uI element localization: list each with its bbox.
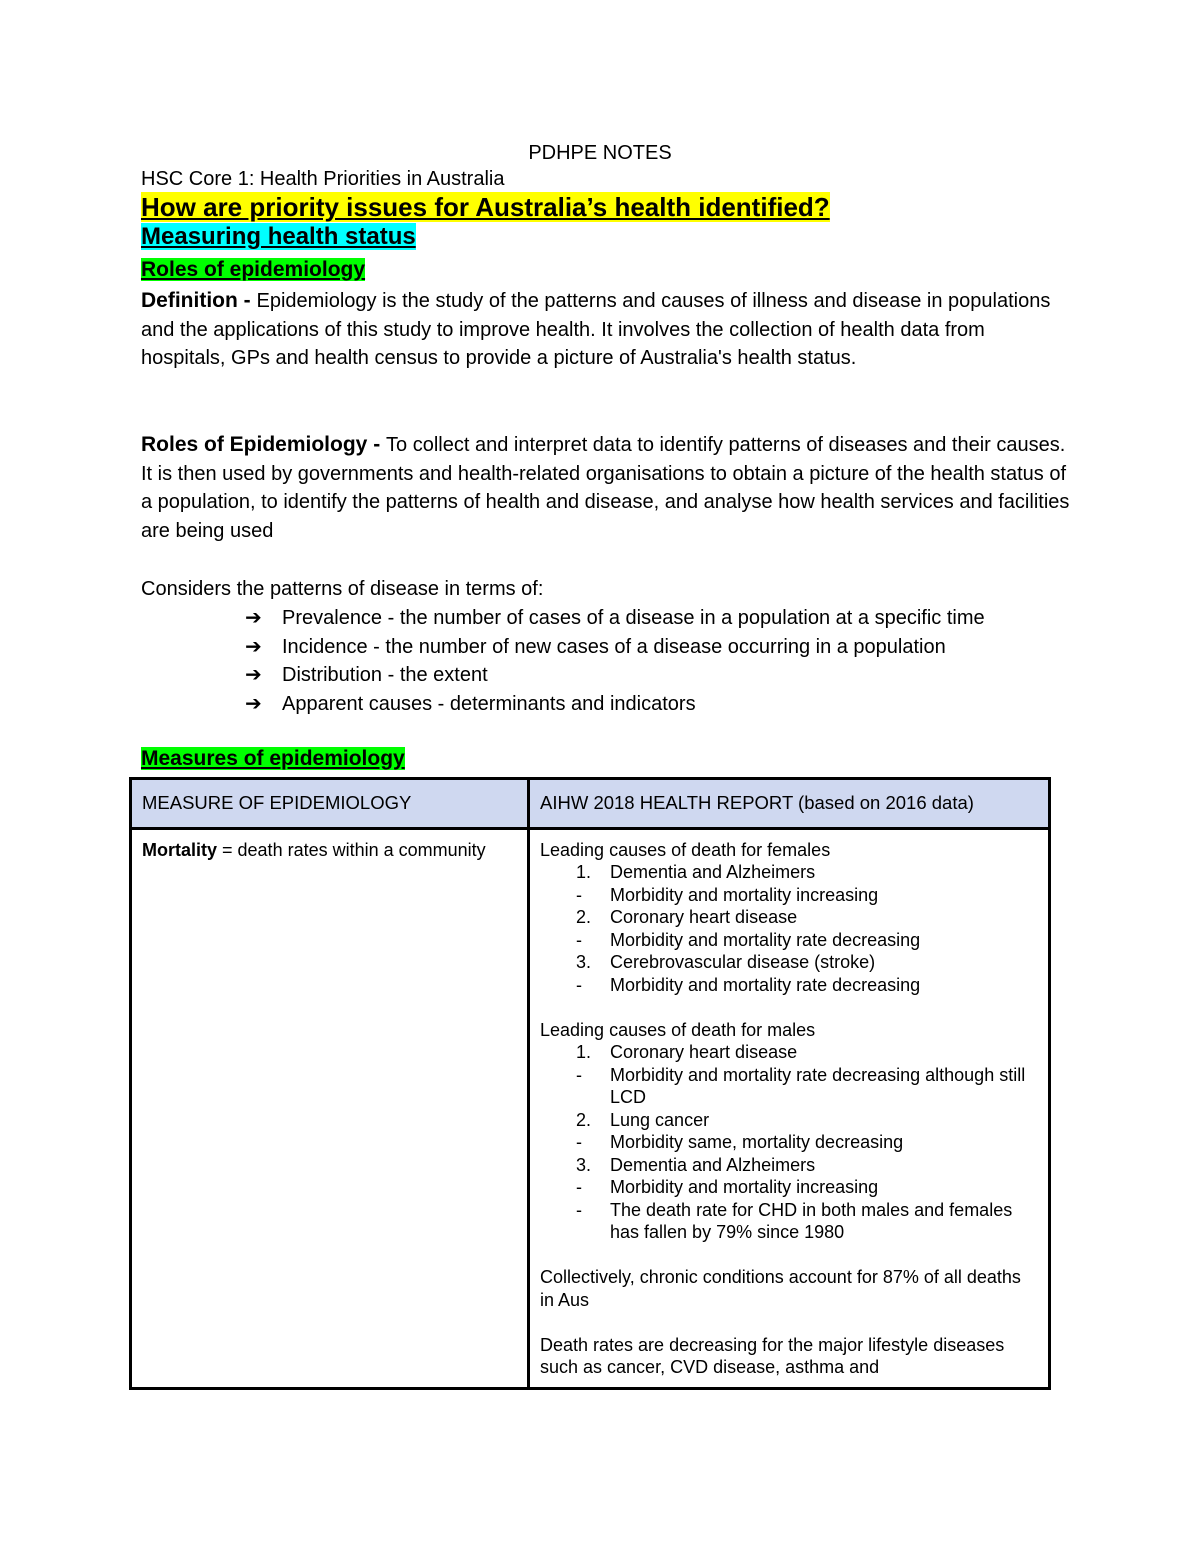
list-marker: - <box>576 1132 582 1152</box>
roles-label: Roles of Epidemiology - <box>141 433 387 456</box>
list-item-text: Prevalence - the number of cases of a disease in a population at a specific time <box>282 607 985 629</box>
definition-paragraph <box>141 287 1071 373</box>
arrow-icon: ➔ <box>245 664 262 687</box>
heading-roles-epidemiology <box>141 257 365 283</box>
list-item-text: Morbidity and mortality increasing <box>610 1177 879 1197</box>
list-item-text: Cerebrovascular disease (stroke) <box>610 952 876 972</box>
list-item <box>540 1109 1038 1132</box>
list-item <box>245 661 985 690</box>
list-item-text: The death rate for CHD in both males and females has fallen by 79% since 1980 <box>610 1199 1013 1242</box>
males-causes-list <box>540 1041 1038 1244</box>
header-cell-measure: MEASURE OF EPIDEMIOLOGY <box>131 779 529 829</box>
list-item-text: Coronary heart disease <box>610 1042 798 1062</box>
list-item <box>540 1154 1038 1177</box>
list-item-text: Morbidity and mortality rate decreasing <box>610 929 921 950</box>
list-item <box>540 906 1038 929</box>
list-marker: - <box>576 929 582 950</box>
females-causes-list <box>540 861 1038 996</box>
list-item-text: Morbidity same, mortality decreasing <box>610 1132 904 1152</box>
heading-roles-epidemiology-text: Roles of epidemiology <box>141 258 366 281</box>
list-marker: 2. <box>576 1109 592 1130</box>
spacer <box>540 1311 1038 1334</box>
definition-label: Definition - <box>141 289 257 312</box>
list-item <box>540 951 1038 974</box>
list-item <box>245 690 985 719</box>
heading-priority-issues-text: How are priority issues for Australia’s health identified? <box>141 192 830 222</box>
list-marker: - <box>576 974 582 995</box>
heading-measures-epidemiology <box>141 746 405 772</box>
heading-priority-issues <box>141 192 830 222</box>
report-cell <box>529 828 1050 1388</box>
list-item-text: Morbidity and mortality rate decreasing although still LCD <box>610 1064 1026 1107</box>
header-cell-report: AIHW 2018 HEALTH REPORT (based on 2016 data) <box>529 779 1050 829</box>
list-item <box>540 1176 1038 1199</box>
list-item <box>245 604 985 633</box>
females-heading: Leading causes of death for females <box>540 839 831 860</box>
list-marker: - <box>576 1177 582 1197</box>
spacer <box>540 1244 1038 1267</box>
heading-measuring-health <box>141 223 416 251</box>
list-item <box>540 1064 1038 1109</box>
disease-patterns-list <box>245 604 985 719</box>
roles-text: To collect and interpret data to identify patterns of diseases and their causes. It is then used by governments and health-related organisations to obtain a picture of the health status of a population, to identify the patterns of health and disease, and analyse how health services and facilities are being used <box>141 434 1070 543</box>
mortality-definition: = death rates within a community <box>217 839 486 860</box>
roles-paragraph <box>141 431 1071 546</box>
heading-measuring-health-text: Measuring health status <box>141 223 416 250</box>
epidemiology-table <box>129 777 1051 1390</box>
list-marker: 1. <box>576 1042 592 1062</box>
mortality-cell <box>131 828 529 1388</box>
list-marker: - <box>576 1064 582 1085</box>
list-item <box>540 861 1038 884</box>
list-item <box>540 1041 1038 1064</box>
list-item <box>540 1131 1038 1154</box>
list-item <box>540 884 1038 907</box>
list-marker: 3. <box>576 1154 592 1175</box>
death-rates-text: Death rates are decreasing for the major lifestyle diseases such as cancer, CVD disease, asthma and <box>540 1334 1005 1377</box>
males-heading: Leading causes of death for males <box>540 1019 816 1040</box>
definition-text: Epidemiology is the study of the patterns and causes of illness and disease in populations and the applications of this study to improve health. It involves the collection of health data from hospitals, GPs and health census to provide a picture of Australia's health status. <box>141 290 1051 370</box>
list-item <box>540 974 1038 997</box>
list-item-text: Morbidity and mortality increasing <box>610 884 879 905</box>
list-item-text: Dementia and Alzheimers <box>610 862 816 882</box>
list-marker: 1. <box>576 862 592 882</box>
arrow-icon: ➔ <box>245 635 262 658</box>
list-item-text: Incidence - the number of new cases of a disease occurring in a population <box>282 635 946 658</box>
table-row <box>131 828 1050 1388</box>
list-marker: - <box>576 1199 582 1220</box>
list-item-text: Morbidity and mortality rate decreasing <box>610 974 921 995</box>
list-item-text: Dementia and Alzheimers <box>610 1154 816 1175</box>
list-marker: 2. <box>576 907 592 927</box>
list-item <box>540 1199 1038 1244</box>
chronic-conditions-text: Collectively, chronic conditions account for 87% of all deaths in Aus <box>540 1267 1021 1310</box>
list-item <box>540 929 1038 952</box>
table-header-row <box>131 779 1050 829</box>
arrow-icon: ➔ <box>245 693 262 716</box>
list-item-text: Apparent causes - determinants and indicators <box>282 693 696 716</box>
document-subtitle: HSC Core 1: Health Priorities in Australia <box>141 168 505 190</box>
list-item-text: Lung cancer <box>610 1109 710 1130</box>
mortality-label: Mortality <box>142 839 218 860</box>
list-item-text: Coronary heart disease <box>610 907 798 927</box>
list-item <box>245 633 985 662</box>
arrow-icon: ➔ <box>245 607 262 629</box>
list-marker: - <box>576 884 582 905</box>
spacer <box>540 996 1038 1019</box>
list-marker: 3. <box>576 952 592 972</box>
considers-paragraph: Considers the patterns of disease in terms of: <box>141 578 544 600</box>
heading-measures-epidemiology-text: Measures of epidemiology <box>141 747 405 770</box>
list-item-text: Distribution - the extent <box>282 664 488 687</box>
document-title: PDHPE NOTES <box>528 142 672 164</box>
